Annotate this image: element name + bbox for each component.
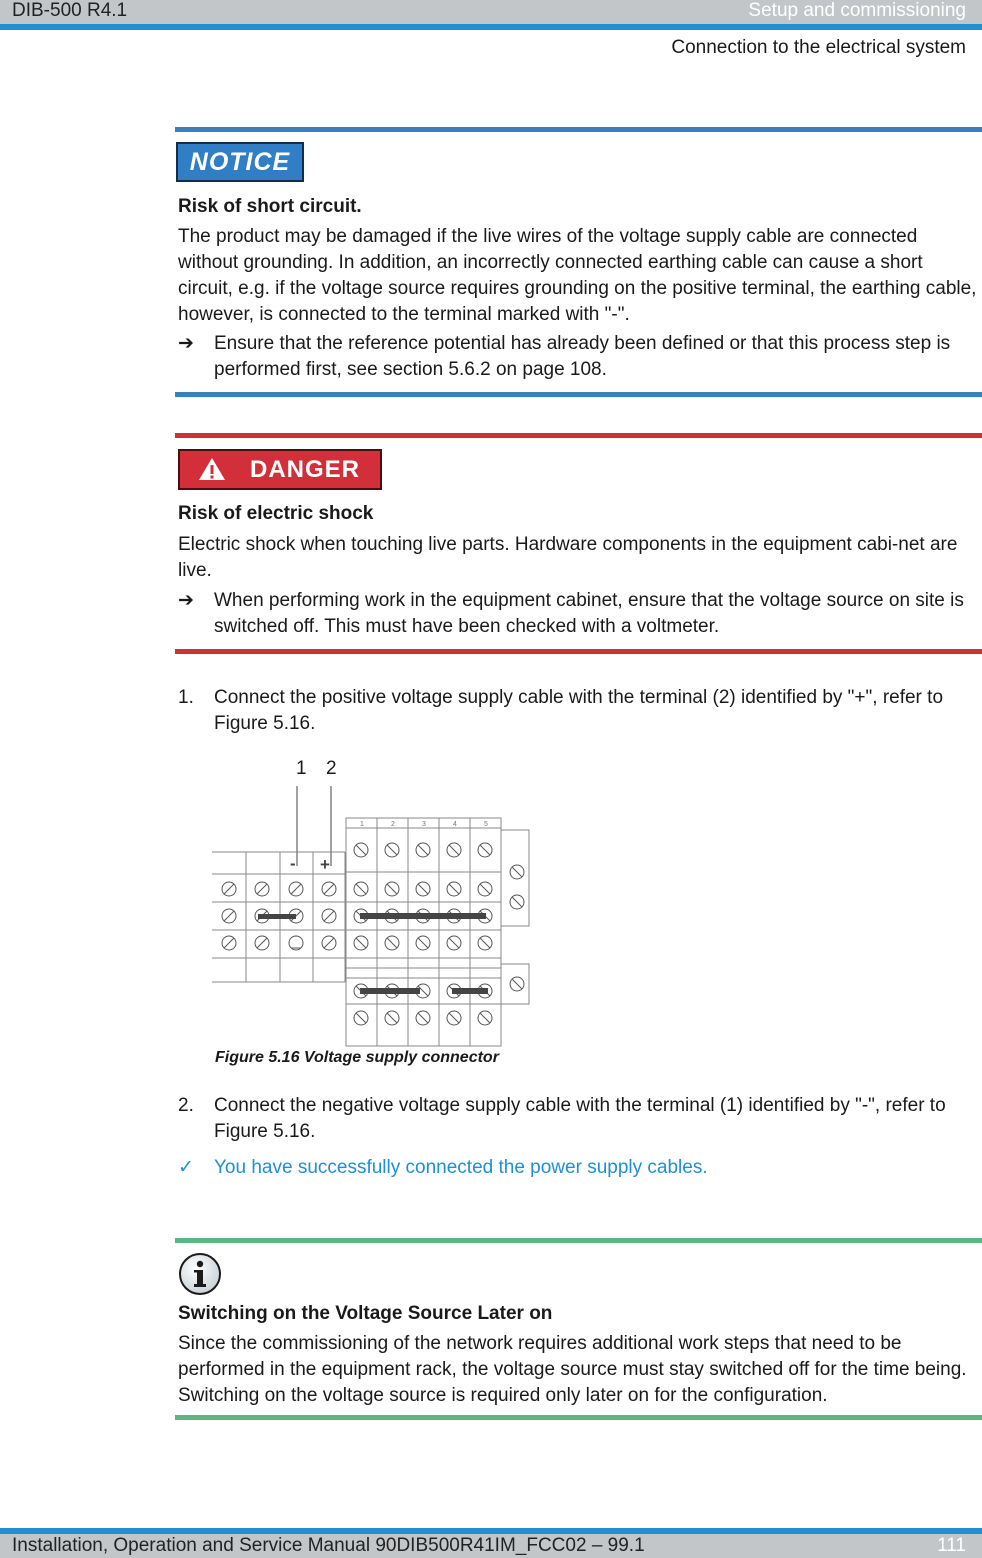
callout-2: 2 [326,758,337,779]
minus-mark: - [290,854,296,873]
step-text: Connect the positive voltage supply cable with the terminal (2) identified by "+", refer to Figure 5.16. [214,687,944,734]
doc-id: DIB-500 R4.1 [12,0,128,21]
danger-bottom-rule [175,649,982,654]
info-title: Switching on the Voltage Source Later on [178,1303,553,1324]
result-text: You have successfully connected the power supply cables. [214,1157,708,1178]
danger-badge [178,449,382,490]
column-label-5: 5 [484,821,488,828]
page-number: 111 [937,1535,966,1556]
checkmark-icon: ✓ [178,1157,194,1178]
chapter-title: Setup and commissioning [748,0,966,21]
info-bottom-rule [175,1415,982,1420]
notice-action-text: Ensure that the reference potential has already been defined or that this process step is performed first, see section 5.6.2 on page 108. [214,333,951,380]
column-label-1: 1 [360,821,364,828]
danger-title: Risk of electric shock [178,503,374,524]
info-body: Since the commissioning of the network requires additional work steps that need to be performed in the equipment rack, the voltage source must stay switched off for the time being. Switching on the voltage source is required only later on for the configuration. [178,1333,967,1406]
figure-caption: Figure 5.16 Voltage supply connector [215,1049,499,1066]
info-icon [178,1252,222,1296]
danger-top-rule [175,433,982,438]
callout-1: 1 [296,758,307,779]
danger-action-text: When performing work in the equipment cabinet, ensure that the voltage source on site is switched off. This must have been checked with a voltmeter. [214,590,964,637]
notice-badge: NOTICE [176,142,304,182]
column-label-3: 3 [422,821,426,828]
notice-bottom-rule [175,392,982,397]
notice-title: Risk of short circuit. [178,196,362,217]
step-number: 1. [178,687,194,708]
section-title: Connection to the electrical system [671,37,966,58]
danger-label: DANGER [250,456,361,483]
header-rule [0,24,982,30]
warning-triangle-icon [198,457,226,481]
terminal-block-drawing [210,752,532,1048]
step-number: 2. [178,1095,194,1116]
notice-top-rule [175,127,982,132]
danger-body: Electric shock when touching live parts. Hardware components in the equipment cabi-net are live. [178,534,958,581]
voltage-supply-connector-figure [210,752,532,1048]
arrow-right-icon: ➔ [178,333,194,354]
manual-title: Installation, Operation and Service Manual 90DIB500R41IM_FCC02 – 99.1 [12,1535,645,1556]
step-text: Connect the negative voltage supply cable with the terminal (1) identified by "-", refer to Figure 5.16. [214,1095,946,1142]
column-label-2: 2 [391,821,395,828]
arrow-right-icon: ➔ [178,590,194,611]
info-top-rule [175,1238,982,1243]
notice-body: The product may be damaged if the live wires of the voltage supply cable are connected without grounding. In addition, an incorrectly connected earthing cable can cause a short circuit, e.g. if the voltage source requires grounding on the positive terminal, the earthing cable, however, is connected to the terminal marked with "-". [178,226,977,325]
column-label-4: 4 [453,821,457,828]
plus-mark: + [320,855,330,874]
